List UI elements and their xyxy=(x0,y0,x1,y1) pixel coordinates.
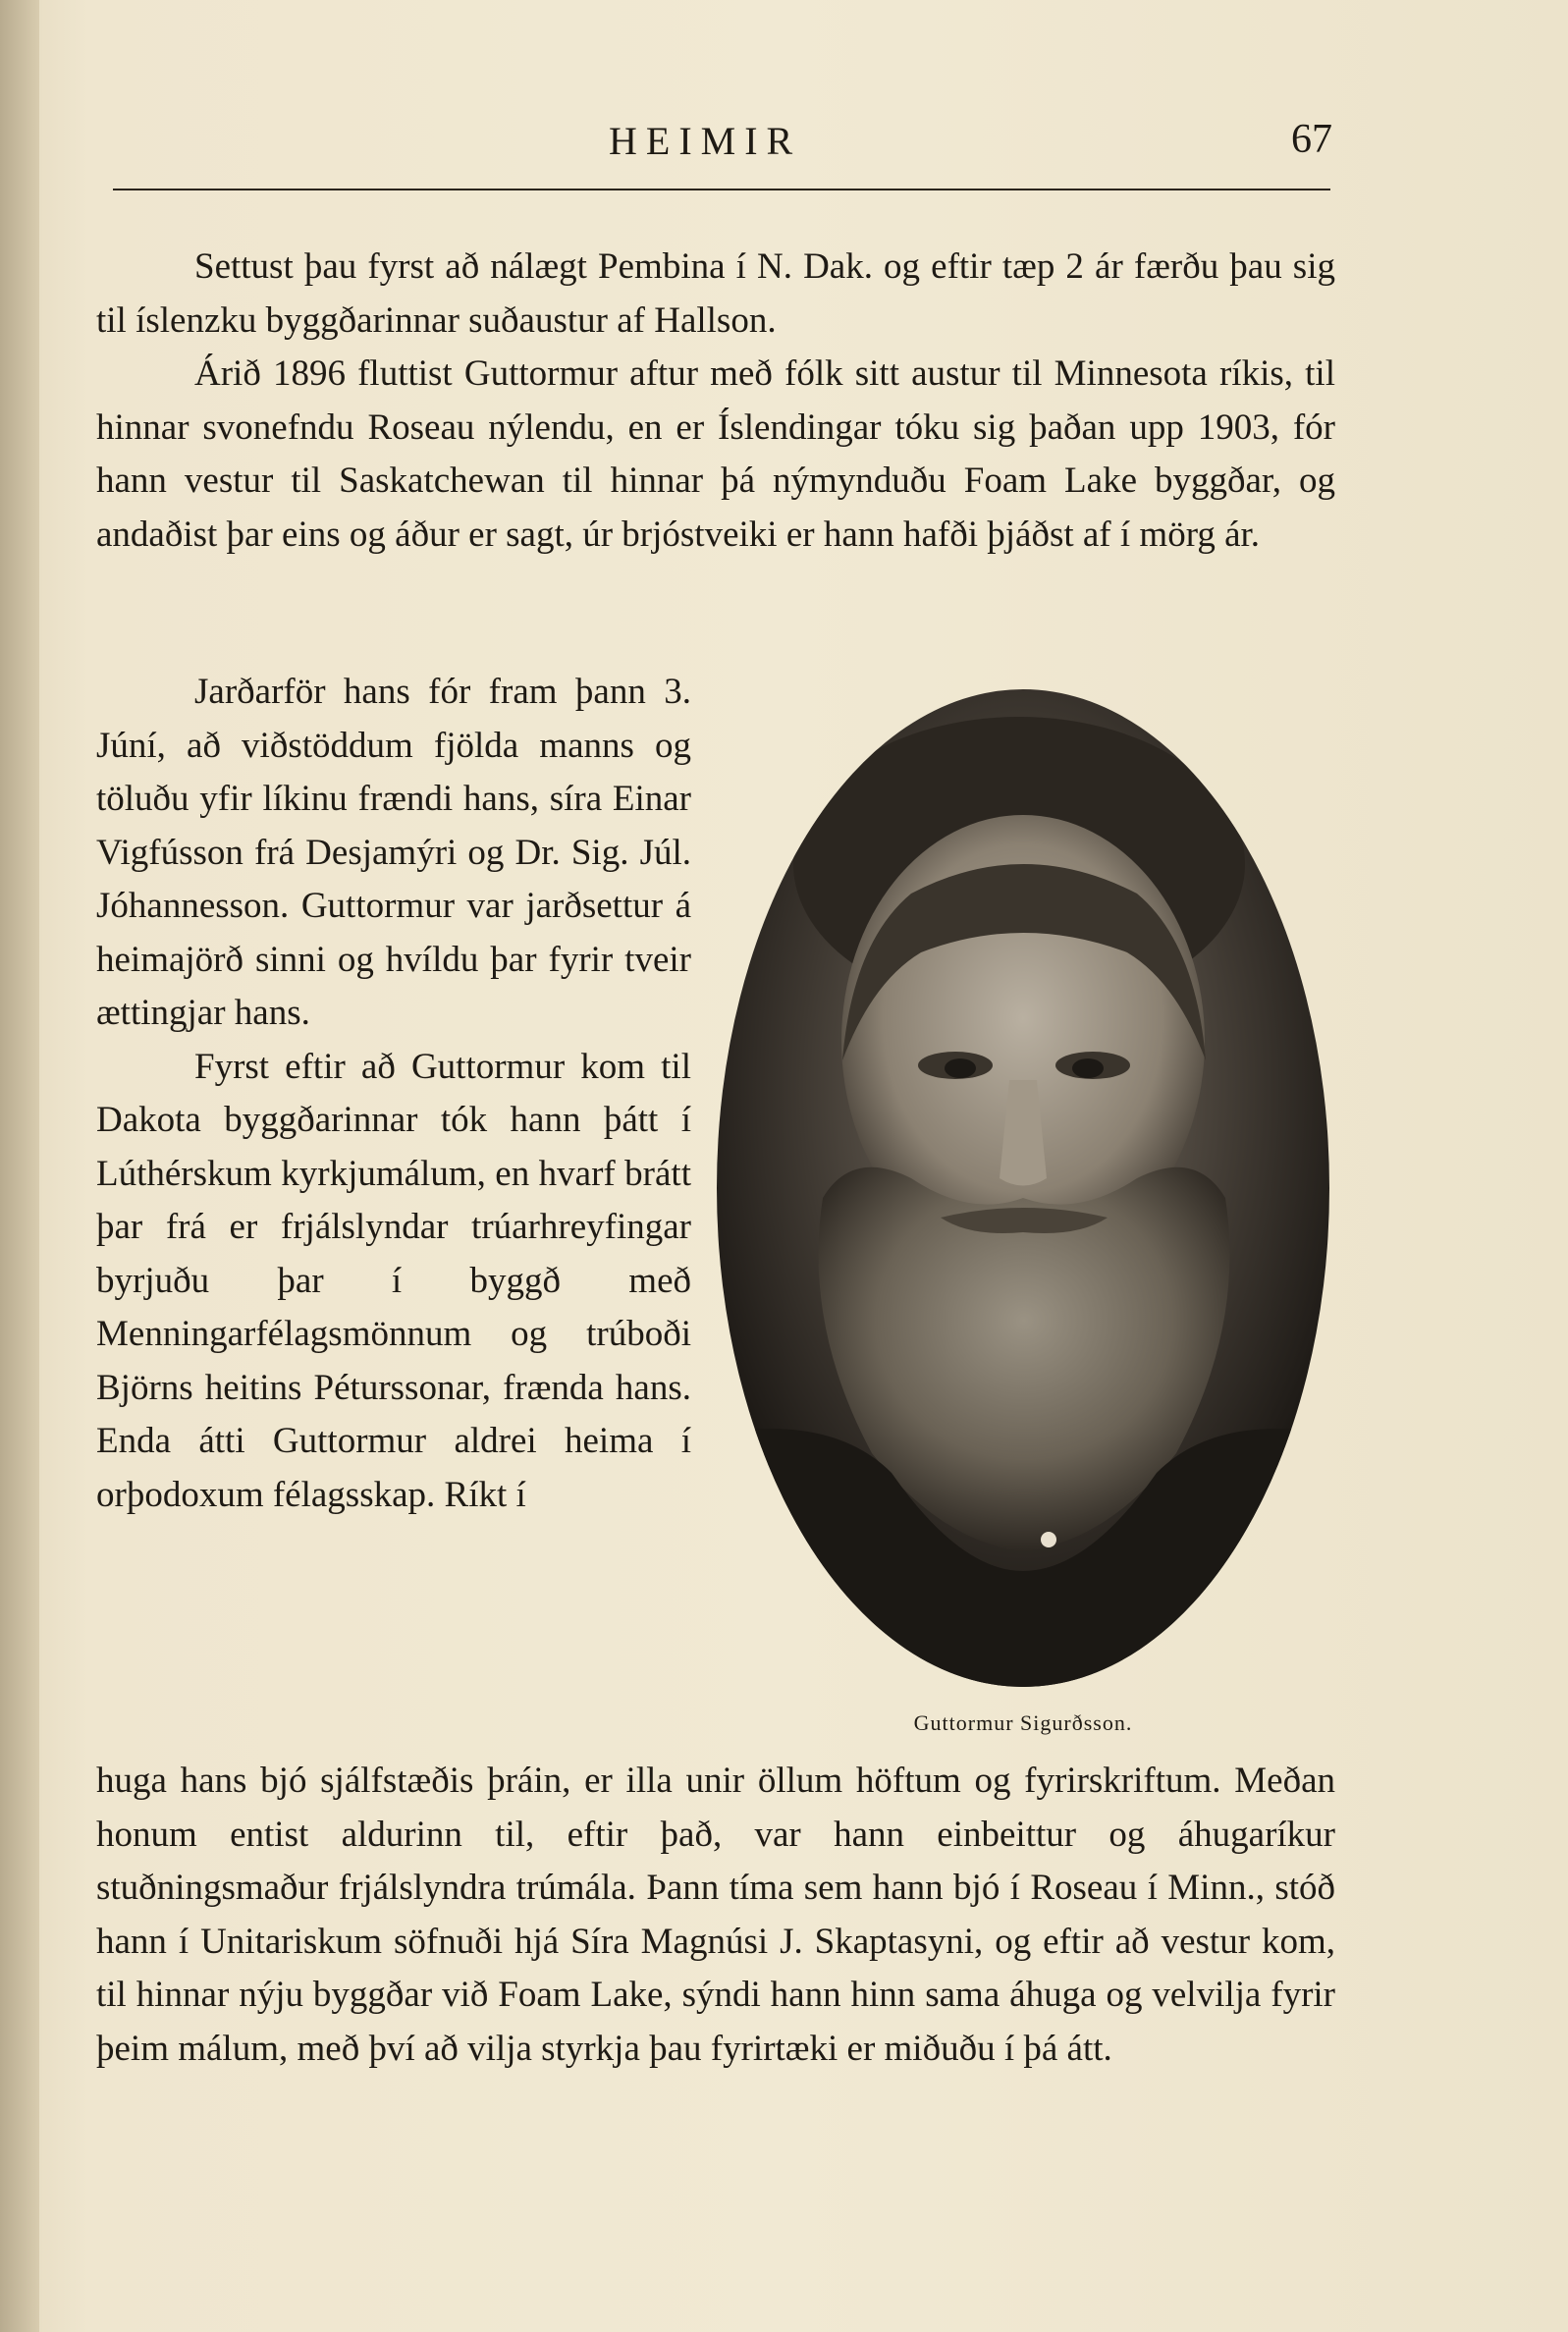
paragraph-1: Settust þau fyrst að nálægt Pembina í N. Dak. og eftir tæp 2 ár færðu þau sig til íslenzku byggðarinnar suðaustur af Hallson. xyxy=(96,246,1335,341)
bottom-text-block xyxy=(96,1755,1335,2076)
top-text-block xyxy=(96,241,1335,562)
page-number: 67 xyxy=(1291,117,1332,162)
paragraph-3: Jarðarför hans fór fram þann 3. Júní, að viðstöddum fjölda manns og töluðu yfir líkinu frændi hans, síra Einar Vigfússon frá Desjamýri og Dr. Sig. Júl. Jóhannesson. Guttormur var jarðsettur á heimajörð sinni og hvíldu þar fyrir tveir ættingjar hans. xyxy=(96,672,691,1033)
page-gutter xyxy=(0,0,39,2332)
paragraph-4: Fyrst eftir að Guttormur kom til Dakota byggðarinnar tók hann þátt í Lúthérskum kyrkjumálum, en hvarf brátt þar frá er frjálslyndar trúarhreyfingar byrjuðu þar í byggð með Menningarfélagsmönnum og trúboði Björns heitins Péturssonar, frænda hans. Enda átti Guttormur aldrei heima í orþodoxum félagsskap. Ríkt í xyxy=(96,1046,691,1515)
header-rule xyxy=(113,189,1330,190)
portrait-caption: Guttormur Sigurðsson. xyxy=(913,1710,1133,1735)
running-header-title: HEIMIR xyxy=(609,119,802,163)
narrow-text-column xyxy=(96,666,691,1522)
paragraph-5: huga hans bjó sjálfstæðis þráin, er illa unir öllum höftum og fyrirskriftum. Meðan honum entist aldurinn til, eftir það, var hann einbeittur og áhugaríkur stuðningsmaður frjálslyndra trúmála. Þann tíma sem hann bjó í Roseau í Minn., stóð hann í Unitariskum söfnuði hjá Síra Magnúsi J. Skaptasyni, og eftir að vestur kom, til hinnar nýju byggðar við Foam Lake, sýndi hann hinn sama áhuga og velvilja fyrir þeim málum, með því að vilja styrkja þau fyrirtæki er miðuðu í þá átt. xyxy=(96,1761,1335,2069)
portrait-photograph xyxy=(715,687,1331,1689)
paragraph-2: Árið 1896 fluttist Guttormur aftur með fólk sitt austur til Minnesota ríkis, til hinnar svonefndu Roseau nýlendu, en er Íslendingar tóku sig þaðan upp 1903, fór hann vestur til Saskatchewan til hinnar þá nýmynduðu Foam Lake byggðar, og andaðist þar eins og áður er sagt, úr brjóstveiki er hann hafði þjáðst af í mörg ár. xyxy=(96,353,1335,555)
